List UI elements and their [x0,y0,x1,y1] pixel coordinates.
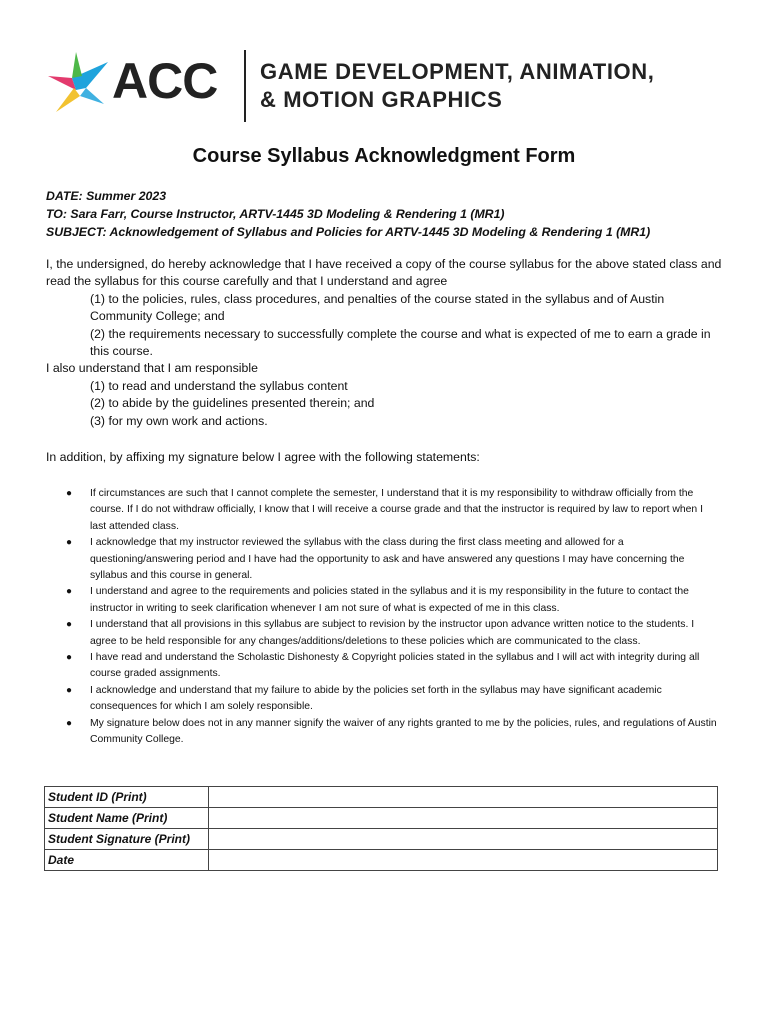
department-name [260,58,654,114]
responsible-paragraph: I also understand that I am responsible [46,361,258,376]
statement-item [46,683,722,716]
statement-text: I acknowledge and understand that my failure to abide by the policies set forth in the syllabus may have significant academic consequences for which I am solely responsible. [90,684,662,713]
statement-item [46,486,722,535]
bullet-icon: ● [66,619,73,631]
date-label: Date [45,850,209,871]
bullet-icon: ● [66,717,73,729]
bullet-icon: ● [66,537,73,549]
student-signature-label: Student Signature (Print) [45,829,209,850]
statement-item [46,535,722,584]
table-row [45,829,718,850]
responsible-item: (3) for my own work and actions. [90,413,268,428]
page-title: Course Syllabus Acknowledgment Form [192,145,576,167]
bullet-icon: ● [66,586,73,598]
department-line-2: & MOTION GRAPHICS [260,87,503,112]
statement-text: If circumstances are such that I cannot complete the semester, I understand that it is my responsibility to withdraw officially from the course. If I do not withdraw officially, I know that I will receive a course grade and that the instructor is required by law to report when I last attended class. [90,488,703,532]
responsible-item: (2) to abide by the guidelines presented therein; and [90,396,375,411]
acc-logo-text: ACC [112,53,218,109]
statement-list [46,486,722,749]
statements-intro: In addition, by affixing my signature below I agree with the following statements: [46,450,480,464]
statement-item [46,716,722,749]
department-line-1: GAME DEVELOPMENT, ANIMATION, [260,59,655,84]
bullet-icon: ● [66,652,73,664]
statement-item [46,617,722,650]
responsible-item: (1) to read and understand the syllabus content [90,378,348,393]
statement-text: I understand that all provisions in this syllabus are subject to revision by the instructor upon advance written notice to the students. I agree to be held responsible for any changes/additions/deletions to these policies which are communicated to the class. [90,619,695,647]
logo-divider [244,50,246,122]
statement-item [46,650,722,683]
memo-header [46,187,650,241]
student-info-table [44,786,718,871]
statement-text: My signature below does not in any manner signify the waiver of any rights granted to me by the policies, rules, and regulations of Austin Community College. [90,717,717,746]
statement-text: I understand and agree to the requirements and policies stated in the syllabus and it is my responsibility in the future to contact the instructor in writing to seek clarification whenever I am not sure of what is expected of me in this class. [90,586,689,614]
statement-item [46,584,722,617]
statement-text: I have read and understand the Scholastic Dishonesty & Copyright policies stated in the syllabus and I will act with integrity during all course graded assignments. [90,652,700,680]
table-row [45,808,718,829]
acknowledgment-body [46,256,726,430]
student-signature-field[interactable] [209,829,718,850]
bullet-icon: ● [66,684,73,696]
bullet-icon: ● [66,488,73,499]
memo-to: TO: Sara Farr, Course Instructor, ARTV-1445 3D Modeling & Rendering 1 (MR1) [46,207,505,221]
memo-subject: SUBJECT: Acknowledgement of Syllabus and Policies for ARTV-1445 3D Modeling & Rendering 1 (MR1) [46,225,651,239]
memo-date: DATE: Summer 2023 [46,189,167,203]
intro-paragraph: I, the undersigned, do hereby acknowledge that I have received a copy of the course syllabus for the above stated class and read the syllabus for this course carefully and that I understand and agree [46,257,722,289]
header [46,46,736,126]
table-row [45,787,718,808]
acc-star-logo-icon [46,48,112,114]
student-name-label: Student Name (Print) [45,808,209,829]
agree-item: (2) the requirements necessary to successfully complete the course and what is expected of me to earn a grade in this course. [90,326,711,359]
statement-text: I acknowledge that my instructor reviewed the syllabus with the class during the first class meeting and allowed for a questioning/answering period and I have had the opportunity to ask and have answered any questions I may have concerning the syllabus and this course in general. [90,537,685,582]
table-row [45,850,718,871]
student-id-field[interactable] [209,787,718,808]
student-name-field[interactable] [209,808,718,829]
student-id-label: Student ID (Print) [45,787,209,808]
date-field[interactable] [209,850,718,871]
agree-item: (1) to the policies, rules, class procedures, and penalties of the course stated in the syllabus and of Austin Community College; and [90,291,665,324]
